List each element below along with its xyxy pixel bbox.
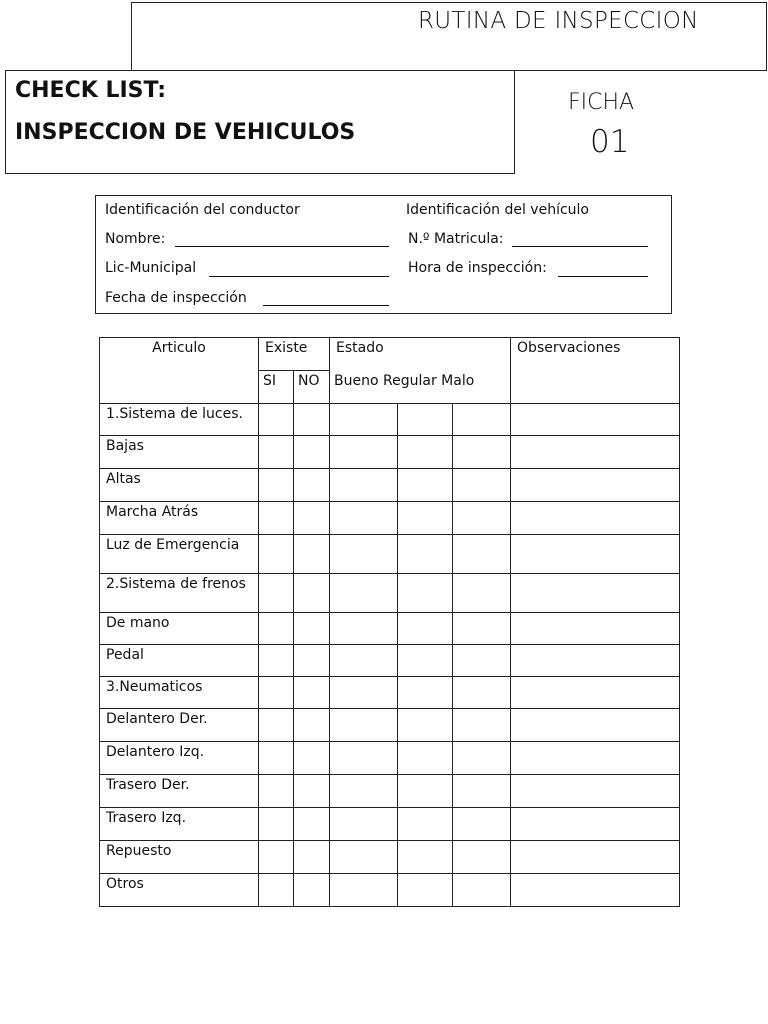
yes-cell[interactable]: [259, 709, 294, 742]
article-cell: Otros: [100, 874, 259, 907]
regular-cell[interactable]: [398, 613, 453, 645]
article-cell: Altas: [100, 469, 259, 502]
yes-cell[interactable]: [259, 645, 294, 677]
article-cell: Trasero Der.: [100, 775, 259, 808]
no-cell[interactable]: [294, 742, 330, 775]
table-row: [100, 808, 680, 841]
good-cell[interactable]: [330, 613, 398, 645]
table-row: [100, 709, 680, 742]
header-regular: Regular: [383, 372, 437, 389]
no-cell[interactable]: [294, 469, 330, 502]
article-cell: Repuesto: [100, 841, 259, 874]
observations-cell[interactable]: [511, 469, 680, 502]
license-field[interactable]: [209, 276, 389, 277]
regular-cell[interactable]: [398, 742, 453, 775]
observations-cell[interactable]: [511, 502, 680, 535]
no-cell[interactable]: [294, 677, 330, 709]
regular-cell[interactable]: [398, 574, 453, 613]
yes-cell[interactable]: [259, 874, 294, 907]
table-row: [100, 469, 680, 502]
no-cell[interactable]: [294, 874, 330, 907]
regular-cell[interactable]: [398, 709, 453, 742]
yes-cell[interactable]: [259, 808, 294, 841]
good-cell[interactable]: [330, 775, 398, 808]
no-cell[interactable]: [294, 841, 330, 874]
regular-cell[interactable]: [398, 469, 453, 502]
table-row: [100, 574, 680, 613]
yes-cell[interactable]: [259, 574, 294, 613]
header-yes: SI: [259, 371, 294, 404]
table-row: [100, 645, 680, 677]
yes-cell[interactable]: [259, 613, 294, 645]
good-cell[interactable]: [330, 841, 398, 874]
no-cell[interactable]: [294, 613, 330, 645]
vehicle-heading: Identificación del vehículo: [406, 202, 589, 218]
table-row: [100, 613, 680, 645]
good-cell[interactable]: [330, 535, 398, 574]
yes-cell[interactable]: [259, 436, 294, 469]
no-cell[interactable]: [294, 404, 330, 436]
good-cell[interactable]: [330, 677, 398, 709]
bad-cell[interactable]: [453, 404, 511, 436]
observations-cell[interactable]: [511, 841, 680, 874]
article-cell: Pedal: [100, 645, 259, 677]
yes-cell[interactable]: [259, 841, 294, 874]
inspection-table: [99, 337, 680, 907]
bad-cell[interactable]: [453, 874, 511, 907]
yes-cell[interactable]: [259, 677, 294, 709]
date-field[interactable]: [263, 305, 389, 306]
plate-field[interactable]: [512, 246, 648, 247]
bad-cell[interactable]: [453, 808, 511, 841]
bad-cell[interactable]: [453, 436, 511, 469]
article-cell: De mano: [100, 613, 259, 645]
good-cell[interactable]: [330, 645, 398, 677]
table-row: [100, 502, 680, 535]
table-row: [100, 874, 680, 907]
table-row: [100, 775, 680, 808]
observations-cell[interactable]: [511, 677, 680, 709]
bad-cell[interactable]: [453, 574, 511, 613]
observations-cell[interactable]: [511, 535, 680, 574]
observations-cell[interactable]: [511, 874, 680, 907]
observations-cell[interactable]: [511, 645, 680, 677]
bad-cell[interactable]: [453, 709, 511, 742]
observations-cell[interactable]: [511, 404, 680, 436]
observations-cell[interactable]: [511, 436, 680, 469]
regular-cell[interactable]: [398, 874, 453, 907]
regular-cell[interactable]: [398, 645, 453, 677]
good-cell[interactable]: [330, 808, 398, 841]
date-label: Fecha de inspección: [105, 290, 247, 306]
good-cell[interactable]: [330, 874, 398, 907]
article-cell: 1.Sistema de luces.: [100, 404, 259, 436]
bad-cell[interactable]: [453, 841, 511, 874]
table-row: [100, 841, 680, 874]
yes-cell[interactable]: [259, 502, 294, 535]
bad-cell[interactable]: [453, 775, 511, 808]
observations-cell[interactable]: [511, 808, 680, 841]
table-row: [100, 742, 680, 775]
yes-cell[interactable]: [259, 469, 294, 502]
no-cell[interactable]: [294, 775, 330, 808]
article-cell: Luz de Emergencia: [100, 535, 259, 574]
bad-cell[interactable]: [453, 502, 511, 535]
no-cell[interactable]: [294, 645, 330, 677]
regular-cell[interactable]: [398, 677, 453, 709]
header-no: NO: [294, 371, 330, 404]
table-row: [100, 535, 680, 574]
yes-cell[interactable]: [259, 404, 294, 436]
regular-cell[interactable]: [398, 502, 453, 535]
regular-cell[interactable]: [398, 775, 453, 808]
article-cell: Trasero Izq.: [100, 808, 259, 841]
observations-cell[interactable]: [511, 574, 680, 613]
table-row: [100, 677, 680, 709]
article-cell: 3.Neumaticos: [100, 677, 259, 709]
regular-cell[interactable]: [398, 436, 453, 469]
good-cell[interactable]: [330, 709, 398, 742]
no-cell[interactable]: [294, 808, 330, 841]
regular-cell[interactable]: [398, 808, 453, 841]
article-cell: Bajas: [100, 436, 259, 469]
header-bad: Malo: [441, 372, 475, 389]
bad-cell[interactable]: [453, 677, 511, 709]
observations-cell[interactable]: [511, 775, 680, 808]
time-label: Hora de inspección:: [408, 260, 547, 276]
observations-cell[interactable]: [511, 613, 680, 645]
header-good: Bueno: [334, 372, 379, 389]
ficha-label: FICHA: [568, 90, 635, 115]
good-cell[interactable]: [330, 436, 398, 469]
checklist-title-line2: INSPECCION DE VEHICULOS: [15, 120, 356, 145]
no-cell[interactable]: [294, 709, 330, 742]
bad-cell[interactable]: [453, 742, 511, 775]
checklist-title-line1: CHECK LIST:: [15, 78, 167, 103]
regular-cell[interactable]: [398, 404, 453, 436]
license-label: Lic-Municipal: [105, 260, 197, 276]
table-row: [100, 436, 680, 469]
good-cell[interactable]: [330, 502, 398, 535]
good-cell[interactable]: [330, 574, 398, 613]
no-cell[interactable]: [294, 436, 330, 469]
header-state: Estado: [330, 338, 511, 371]
ficha-number: 01: [590, 124, 630, 160]
yes-cell[interactable]: [259, 742, 294, 775]
good-cell[interactable]: [330, 469, 398, 502]
good-cell[interactable]: [330, 404, 398, 436]
header-exists: Existe: [259, 338, 330, 371]
bad-cell[interactable]: [453, 469, 511, 502]
no-cell[interactable]: [294, 502, 330, 535]
name-label: Nombre:: [105, 231, 166, 247]
article-cell: Delantero Izq.: [100, 742, 259, 775]
plate-label: N.º Matricula:: [408, 231, 504, 247]
time-field[interactable]: [558, 276, 648, 277]
article-cell: Delantero Der.: [100, 709, 259, 742]
article-cell: Marcha Atrás: [100, 502, 259, 535]
regular-cell[interactable]: [398, 535, 453, 574]
observations-cell[interactable]: [511, 709, 680, 742]
header-observations: Observaciones: [511, 338, 680, 404]
yes-cell[interactable]: [259, 775, 294, 808]
bad-cell[interactable]: [453, 535, 511, 574]
table-row: [100, 404, 680, 436]
routine-title: RUTINA DE INSPECCION: [418, 8, 699, 34]
observations-cell[interactable]: [511, 742, 680, 775]
header-article: Articulo: [100, 338, 259, 404]
article-cell: 2.Sistema de frenos: [100, 574, 259, 613]
good-cell[interactable]: [330, 742, 398, 775]
bad-cell[interactable]: [453, 645, 511, 677]
no-cell[interactable]: [294, 535, 330, 574]
regular-cell[interactable]: [398, 841, 453, 874]
yes-cell[interactable]: [259, 535, 294, 574]
driver-heading: Identificación del conductor: [105, 202, 300, 218]
name-field[interactable]: [175, 246, 389, 247]
bad-cell[interactable]: [453, 613, 511, 645]
no-cell[interactable]: [294, 574, 330, 613]
header-state-options: [330, 371, 511, 404]
